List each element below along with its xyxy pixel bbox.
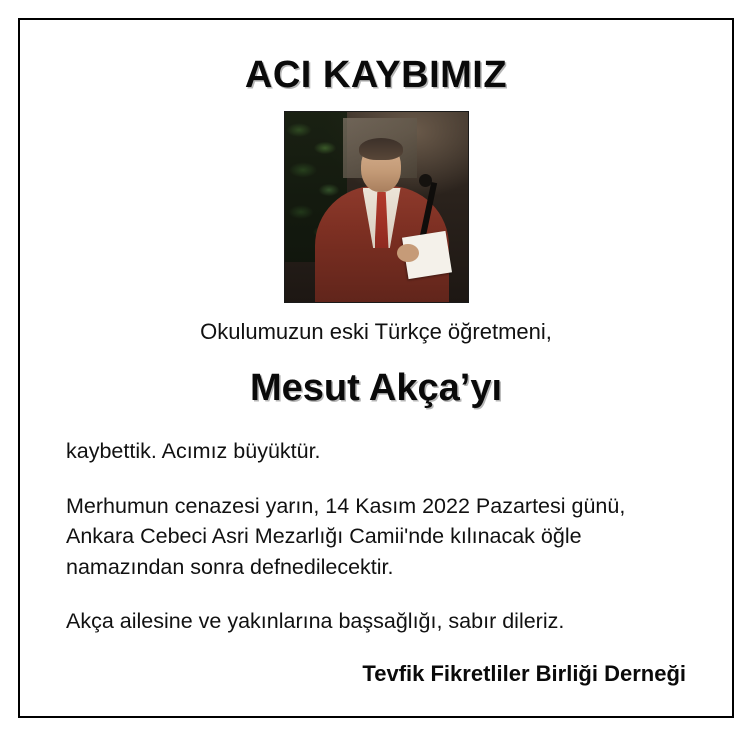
paragraph-three: Akça ailesine ve yakınlarına başsağlığı, sabır dileriz.	[66, 609, 565, 634]
page-title: ACI KAYBIMIZ	[244, 54, 508, 96]
photo-container	[66, 111, 686, 303]
obituary-notice-card	[18, 18, 734, 718]
portrait-photo	[284, 111, 469, 303]
paragraph-two: Merhumun cenazesi yarın, 14 Kasım 2022 Pazartesi günü, Ankara Cebeci Asri Mezarlığı Camii'nde kılınacak öğle namazından sonra defnedilecektir.	[66, 493, 626, 579]
intro-line: Okulumuzun eski Türkçe öğretmeni,	[200, 319, 552, 344]
hand	[397, 244, 419, 262]
notice-content	[20, 20, 732, 716]
hair	[359, 138, 403, 160]
signature-organization: Tevfik Fikretliler Birliği Derneği	[362, 660, 686, 686]
paragraph-one: kaybettik. Acımız büyüktür.	[66, 439, 321, 463]
deceased-name: Mesut Akça’yı	[249, 367, 503, 409]
microphone-icon	[419, 174, 432, 187]
